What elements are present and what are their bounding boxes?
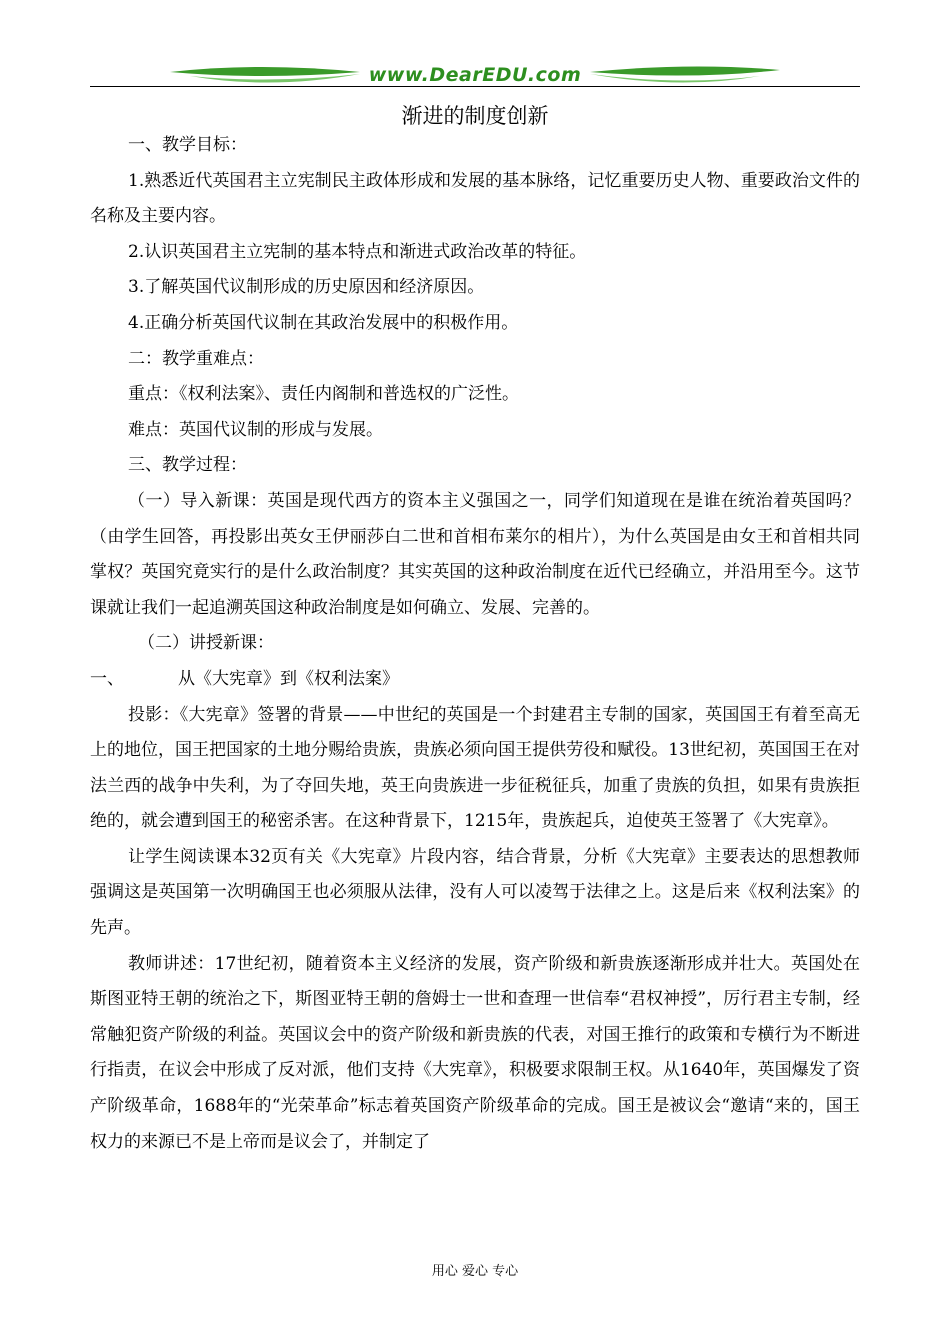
difficult-point: 难点：英国代议制的形成与发展。 [128,419,383,440]
magna-carta-background: 投影：《大宪章》签署的背景——中世纪的英国是一个封建君主专制的国家，英国国王有着至高无上的地位，国王把国家的土地分赐给贵族，贵族必须向国王提供劳役和赋役。13世纪初，英国国王在对法兰西的战争中失利，为了夺回失地，英王向贵族进一步征税征兵，加重了贵族的负担，如果有贵族拒绝的，就会遭到国王的秘密杀害。在这种背景下，1215年，贵族起兵，迫使英王签署了《大宪章》。 [90,704,860,832]
section-title: 从《大宪章》到《权利法案》 [178,668,399,689]
document-body [90,128,860,1160]
objective-2: 2.认识英国君主立宪制的基本特点和渐进式政治改革的特征。 [128,241,587,262]
section-heading [90,662,860,698]
objective-1: 1.熟悉近代英国君主立宪制民主政体形成和发展的基本脉络，记忆重要历史人物、重要政治文件的名称及主要内容。 [90,170,860,227]
teacher-narration: 教师讲述：17世纪初，随着资本主义经济的发展，资产阶级和新贵族逐渐形成并壮大。英国处在斯图亚特王朝的统治之下，斯图亚特王朝的詹姆士一世和查理一世信奉“君权神授”，厉行君主专制，经常触犯资产阶级的利益。英国议会中的资产阶级和新贵族的代表，对国王推行的政策和专横行为不断进行指责，在议会中形成了反对派，他们支持《大宪章》，积极要求限制王权。从1640年，英国爆发了资产阶级革命，1688年的“光荣革命”标志着英国资产阶级革命的完成。国王是被议会“邀请“来的，国王权力的来源已不是上帝而是议会了，并制定了 [90,953,860,1152]
heading-objectives: 一、教学目标： [128,135,247,155]
heading-key-points: 二：教学重难点： [128,348,264,369]
page-title: 渐进的制度创新 [401,104,549,128]
objective-3: 3.了解英国代议制形成的历史原因和经济原因。 [128,277,485,298]
section-number: 一、 [90,668,124,689]
intro-paragraph: （一）导入新课：英国是现代西方的资本主义强国之一，同学们知道现在是谁在统治着英国吗？（由学生回答，再投影出英女王伊丽莎白二世和首相布莱尔的相片），为什么英国是由女王和首相共同掌权？英国究竟实行的是什么政治制度？其实英国的这种政治制度在近代已经确立，并沿用至今。这节课就让我们一起追溯英国这种政治制度是如何确立、发展、完善的。 [90,490,860,618]
site-logo: www.DearEDU.com [368,64,582,86]
heading-new-lesson: （二）讲授新课： [138,633,274,654]
objective-4: 4.正确分析英国代议制在其政治发展中的积极作用。 [128,312,519,333]
heading-process: 三、教学过程： [128,455,247,476]
header-rule [90,86,860,87]
reading-task: 让学生阅读课本32页有关《大宪章》片段内容，结合背景，分析《大宪章》主要表达的思想教师强调这是英国第一次明确国王也必须服从法律，没有人可以凌驾于法律之上。这是后来《权利法案》的先声。 [90,846,860,939]
page-footer: 用心 爱心 专心 [431,1264,519,1279]
key-point: 重点：《权利法案》、责任内阁制和普选权的广泛性。 [128,384,519,405]
